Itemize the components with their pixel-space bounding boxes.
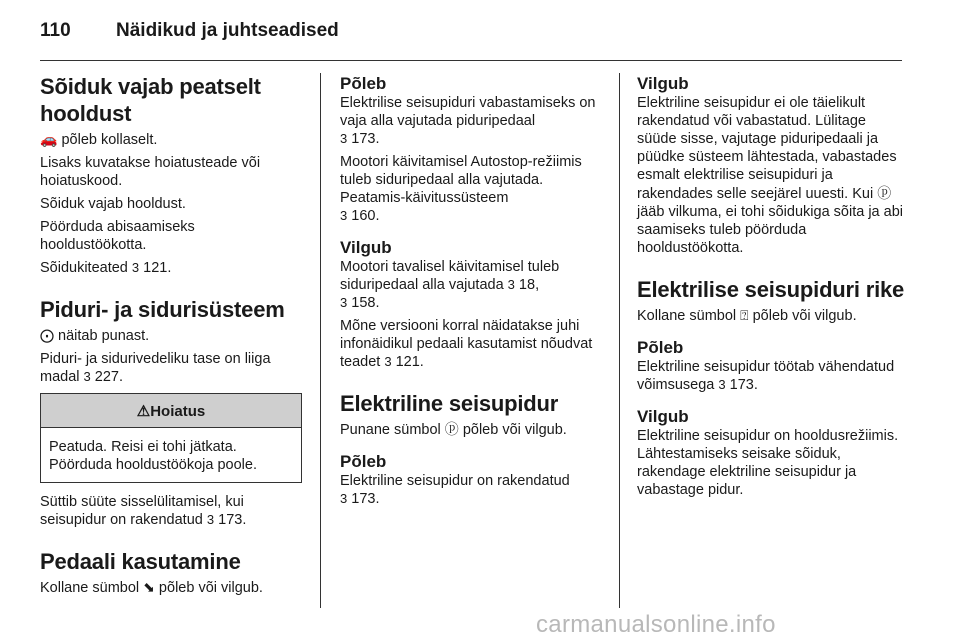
section-title-service: Sõiduk vajab peatselt hooldust bbox=[40, 74, 261, 126]
paragraph: Lisaks kuvatakse hoiatusteade või hoiatuskood. bbox=[40, 155, 261, 189]
watermark: carmanualsonline.info bbox=[536, 611, 776, 638]
paragraph: 🚗 põleb kollaselt. bbox=[40, 131, 158, 148]
section-title-pedal: Pedaali kasutamine bbox=[40, 549, 241, 574]
paragraph: Kollane sümbol ⍰ põleb või vilgub. bbox=[637, 307, 857, 324]
paragraph: Mootori käivitamisel Autostop-režiimis tuleb siduripedaal alla vajutada. Peatamis-käivitussüsteem 3 160. bbox=[340, 154, 582, 224]
paragraph: Sõiduk vajab hooldust. bbox=[40, 196, 186, 212]
page-title: Näidikud ja juhtseadised bbox=[116, 20, 339, 41]
subheading: Põleb bbox=[340, 452, 387, 471]
paragraph: Mootori tavalisel käivitamisel tuleb siduripedaal alla vajutada 3 18, 3 158. bbox=[340, 259, 560, 311]
subheading: Põleb bbox=[637, 338, 684, 357]
subheading: Vilgub bbox=[340, 238, 392, 257]
service-wrench-icon: 🚗 bbox=[40, 131, 58, 147]
page-ref-arrow-icon: 3 bbox=[340, 131, 348, 146]
section-title-parking-brake-fault: Elektrilise seisupiduri rike bbox=[637, 277, 905, 302]
warning-triangle-icon: ⚠ bbox=[136, 403, 151, 420]
subheading: Põleb bbox=[340, 74, 387, 93]
subheading: Vilgub bbox=[637, 74, 689, 93]
brake-warning-icon: ⨀ bbox=[40, 327, 54, 343]
paragraph: Süttib süüte sisselülitamisel, kui seisupidur on rakendatud 3 173. bbox=[40, 494, 247, 528]
parking-brake-icon: ⓟ bbox=[444, 421, 459, 437]
paragraph: Elektriline seisupidur on rakendatud 3 173. bbox=[340, 473, 570, 507]
page-ref-arrow-icon: 3 bbox=[131, 260, 140, 275]
column-1 bbox=[40, 73, 302, 602]
page-number: 110 bbox=[40, 20, 71, 41]
paragraph: Elektriline seisupidur on hooldusrežiimis. Lähtestamiseks seisake sõiduk, rakendage elektriline seisupidur ja vabastage pidur. bbox=[637, 428, 899, 498]
column-3 bbox=[637, 73, 905, 504]
paragraph: Sõidukiteated 3 121. bbox=[40, 260, 172, 276]
column-divider-1 bbox=[320, 73, 321, 608]
paragraph: Mõne versiooni korral näidatakse juhi infonäidikul pedaali kasutamist nõudvat teadet 3 121. bbox=[340, 318, 593, 370]
warning-title: Hoiatus bbox=[150, 403, 206, 420]
column-2 bbox=[340, 73, 602, 513]
paragraph: Piduri- ja sidurivedeliku tase on liiga madal 3 227. bbox=[40, 351, 271, 385]
page-ref-arrow-icon: 3 bbox=[340, 208, 348, 223]
paragraph: ⨀ näitab punast. bbox=[40, 327, 150, 344]
page-ref-arrow-icon: 3 bbox=[718, 377, 726, 392]
page-ref-arrow-icon: 3 bbox=[340, 491, 348, 506]
page-ref-arrow-icon: 3 bbox=[340, 295, 348, 310]
paragraph: Elektrilise seisupiduri vabastamiseks on vaja alla vajutada piduripedaal 3 173. bbox=[340, 95, 596, 147]
header-rule bbox=[40, 60, 902, 61]
parking-brake-icon: ⓟ bbox=[877, 185, 892, 201]
warning-header bbox=[41, 394, 301, 428]
page-header bbox=[40, 20, 339, 42]
warning-box bbox=[40, 393, 302, 483]
pedal-icon: ⬊ bbox=[143, 579, 155, 595]
paragraph: Punane sümbol ⓟ põleb või vilgub. bbox=[340, 421, 567, 438]
page-ref-arrow-icon: 3 bbox=[83, 369, 91, 384]
parking-brake-fault-icon: ⍰ bbox=[740, 307, 749, 323]
paragraph: Kollane sümbol ⬊ põleb või vilgub. bbox=[40, 579, 263, 596]
column-divider-2 bbox=[619, 73, 620, 608]
subheading: Vilgub bbox=[637, 407, 689, 426]
warning-body bbox=[41, 428, 301, 482]
section-title-parking-brake: Elektriline seisupidur bbox=[340, 391, 559, 416]
page-ref-arrow-icon: 3 bbox=[507, 277, 515, 292]
section-title-brake-clutch: Piduri- ja sidurisüsteem bbox=[40, 297, 285, 322]
paragraph: Elektriline seisupidur töötab vähendatud võimsusega 3 173. bbox=[637, 359, 895, 393]
paragraph: Elektriline seisupidur ei ole täielikult rakendatud või vabastatud. Lülitage süüde sisse, vajutage piduripedaali ja püüdke süsteem lähtestada, vabastades esmalt elektrilise seisupiduri ja rakendades selle seejärel uuesti. Kui ⓟ jääb vilkuma, ei tohi sõidukiga sõita ja abi saamiseks tuleb pöörduda hooldustöökotta. bbox=[637, 95, 903, 256]
warning-text: Peatuda. Reisi ei tohi jätkata. Pöörduda hooldustöökoja poole. bbox=[49, 439, 257, 473]
page-ref-arrow-icon: 3 bbox=[206, 512, 215, 527]
page-ref-arrow-icon: 3 bbox=[384, 354, 392, 369]
paragraph: Pöörduda abisaamiseks hooldustöökotta. bbox=[40, 219, 195, 253]
